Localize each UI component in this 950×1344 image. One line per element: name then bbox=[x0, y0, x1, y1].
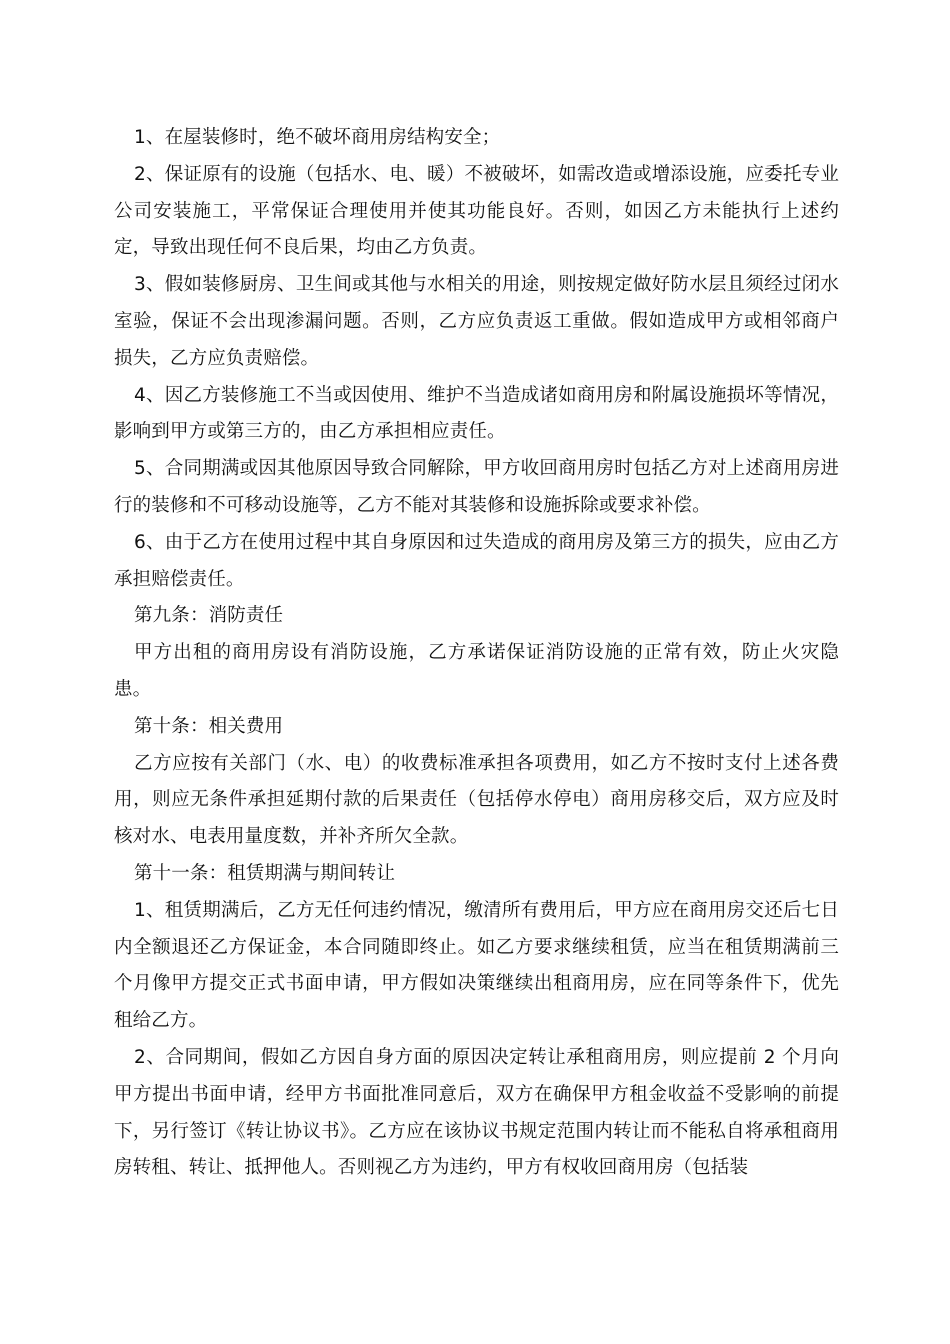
paragraph-related-fees: 乙方应按有关部门（水、电）的收费标准承担各项费用，如乙方不按时支付上述各费用，则应无条件承担延期付款的后果责任（包括停水停电）商用房移交后，双方应及时核对水、电表用量度数，并补齐所欠全款。 bbox=[114, 752, 839, 848]
paragraph-clause-2: 2、保证原有的设施（包括水、电、暖）不被破坏，如需改造或增添设施，应委托专业公司安装施工，平常保证合理使用并使其功能良好。否则，如因乙方未能执行上述约定，导致出现任何不良后果，均由乙方负责。 bbox=[114, 163, 839, 259]
paragraph-clause-1: 1、在屋装修时，绝不破坏商用房结构安全； bbox=[134, 127, 501, 148]
paragraph-clause-4: 4、因乙方装修施工不当或因使用、维护不当造成诸如商用房和附属设施损坏等情况，影响到甲方或第三方的，由乙方承担相应责任。 bbox=[114, 384, 839, 443]
paragraph-lease-expiry-1: 1、租赁期满后，乙方无任何违约情况，缴清所有费用后，甲方应在商用房交还后七日内全额退还乙方保证金，本合同随即终止。如乙方要求继续租赁，应当在租赁期满前三个月像甲方提交正式书面申请，甲方假如决策继续出租商用房，应在同等条件下，优先租给乙方。 bbox=[114, 899, 839, 1032]
paragraph-clause-5: 5、合同期满或因其他原因导致合同解除，甲方收回商用房时包括乙方对上述商用房进行的装修和不可移动设施等，乙方不能对其装修和设施拆除或要求补偿。 bbox=[114, 458, 839, 516]
paragraph-clause-3: 3、假如装修厨房、卫生间或其他与水相关的用途，则按规定做好防水层且须经过闭水室验，保证不会出现渗漏问题。否则，乙方应负责返工重做。假如造成甲方或相邻商户损失，乙方应负责赔偿。 bbox=[114, 274, 839, 369]
paragraph-lease-transfer-2: 2、合同期间，假如乙方因自身方面的原因决定转让承租商用房，则应提前 2 个月向甲方提出书面申请，经甲方书面批准同意后，双方在确保甲方租金收益不受影响的前提下，另行签订《转让协议书》。乙方应在该协议书规定范围内转让而不能私自将承租商用房转租、转让、抵押他人。否则视乙方为违约，甲方有权收回商用房（包括装 bbox=[114, 1046, 839, 1179]
section-heading-article-10: 第十条：相关费用 bbox=[134, 715, 284, 737]
section-heading-article-9: 第九条：消防责任 bbox=[134, 605, 284, 627]
section-heading-article-11: 第十一条：租赁期满与期间转让 bbox=[134, 862, 396, 884]
document-body bbox=[114, 120, 839, 1187]
paragraph-clause-6: 6、由于乙方在使用过程中其自身原因和过失造成的商用房及第三方的损失，应由乙方承担赔偿责任。 bbox=[114, 531, 839, 590]
paragraph-fire-safety: 甲方出租的商用房设有消防设施，乙方承诺保证消防设施的正常有效，防止火灾隐患。 bbox=[114, 642, 839, 700]
